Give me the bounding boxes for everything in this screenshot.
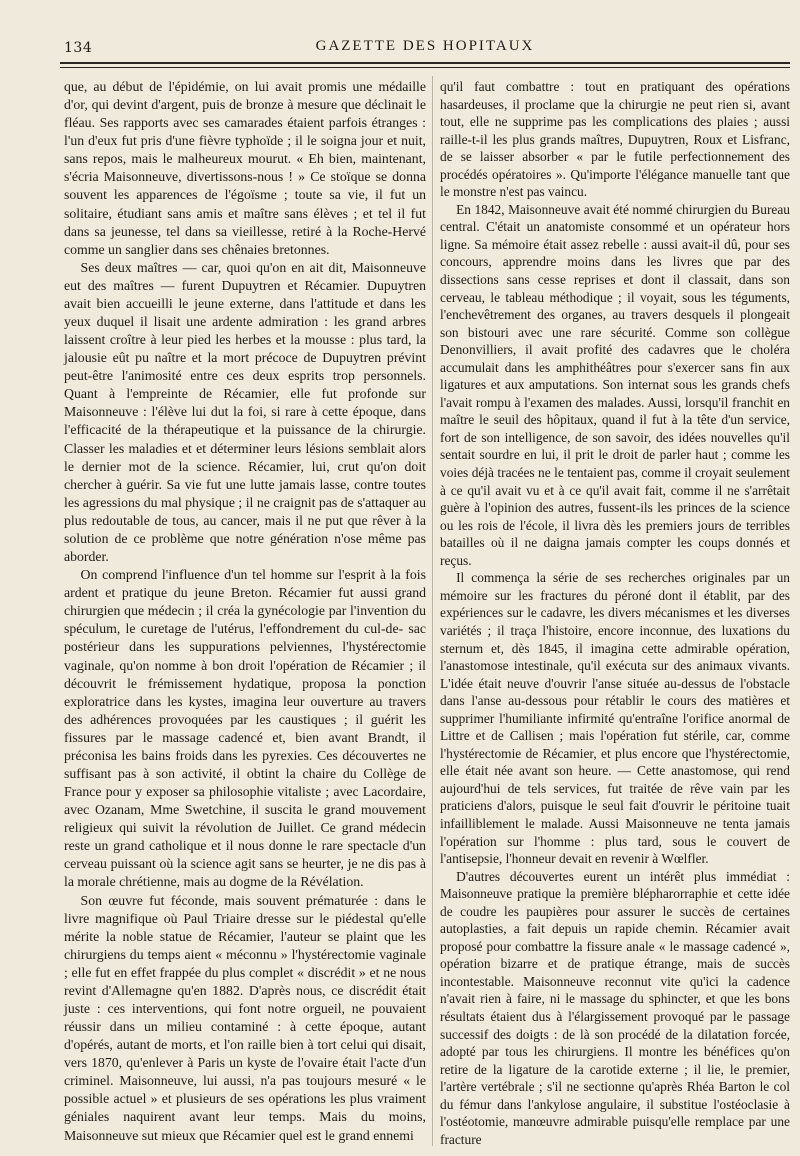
right-column <box>440 78 790 1148</box>
page-header <box>60 30 790 60</box>
paragraph: que, au début de l'épidémie, on lui avait promis une médaille d'or, qui devint d'argent, puis de bronze à mesure que déclinait le fléau. Ses rapports avec ses camarades étaient parfois étranges : l'un d'eux fut pris d'une fièvre typhoïde ; il le soigna jour et nuit, sans repos, mais le malheureux mourut. « Eh bien, maintenant, s'écria Maisonneuve, divertissons-nous ! » Ce stoïque se donna souvent les apparences de l'égoïsme ; toute sa vie, il fut un solitaire, étudiant sans amis et maître sans élèves ; et tel il fut dans sa jeunesse, tel dans sa vieillesse, retiré à la Roche-Hervé comme un sanglier dans ses chênaies bretonnes. <box>64 79 426 257</box>
header-rule-thick <box>60 62 790 64</box>
page-number: 134 <box>64 40 93 56</box>
column-divider <box>432 76 433 1146</box>
paragraph: Il commença la série de ses recherches originales par un mémoire sur les fractures du péroné dont il établit, par des expériences sur le cadavre, les divers mécanismes et les diverses variétés ; il traça l'histoire, encore inconnue, des luxations du sternum et, dès 1845, il imagina cette admirable opération, l'anastomose intestinale, qu'il exécuta sur des animaux vivants. L'idée était neuve d'ouvrir l'anse située au-dessus de l'obstacle dans l'anse au-dessous pour rétablir le cours des matières et supprimer l'humiliante infirmité qu'entraîne l'orifice anormal de Littre et de Callisen ; mais l'opération fut stérile, car, comme l'hystérectomie de Récamier, et plus encore que l'hystérectomie, elle était née avant son heure. — Cette anastomose, qui rend aujourd'hui de tels services, fut traitée de rêve vain par les praticiens d'alors, puisque le seul fait d'ouvrir le péritoine tuait infailliblement le malade. Aussi Maisonneuve ne tenta jamais l'opération sur l'homme : plus tard, sous le couvert de l'antisepsie, l'honneur devait en revenir à Wœlfler. <box>440 570 790 867</box>
paragraph: On comprend l'influence d'un tel homme sur l'esprit à la fois ardent et pratique du jeune Breton. Récamier fut aussi grand chirurgien que médecin ; il créa la gynécologie par l'invention du spéculum, le curetage de l'utérus, l'effondrement du cul-de- sac postérieur dans les suppurations pelviennes, l'hystérectomie vaginale, qu'on nomme à bon droit l'opération de Récamier ; il découvrit le frémissement hydatique, proposa la ponction exploratrice dans les kystes, imagina leur ouverture au travers des adhérences provoquées par les caustiques ; il guérit les fissures par le massage cadencé et, bien avant Brandt, il préconisa les bains froids dans les pyrexies. Ces découvertes ne suffisant pas à son activité, il obtint la chaire du Collège de France pour y exposer sa philosophie vitaliste ; avec Lacordaire, avec Ozanam, Mme Swetchine, il suscita le grand mouvement religieux qui suivit la révolution de Juillet. Ce grand médecin reste un grand catholique et il nous donne le rare spectacle d'un cerveau puissant où la science agit sans se heurter, je ne dis pas à la morale chrétienne, mais au dogme de la Révélation. <box>64 567 426 890</box>
paragraph: En 1842, Maisonneuve avait été nommé chirurgien du Bureau central. C'était un anatomiste consommé et un opérateur hors ligne. Sa mémoire était assez rebelle : aussi avait-il dû, pour ses concours, apprendre moins dans les livres que par des dissections sans cesse reprises et dont il classait, dans son cerveau, le tableau méthodique ; il voyait, sous les téguments, l'enchevêtrement des organes, au travers desquels il plongeait son bistouri avec une rare sécurité. Comme son collègue Denonvilliers, il avait profité des cadavres que le choléra accumulait dans les amphithéâtres pour s'exercer sans fin aux ligatures et aux amputations. Son internat sous les grands chefs l'avait rompu à l'examen des malades. Aussi, lorsqu'il franchit en maître le seuil des hôpitaux, quand il fut à la tête d'un service, fort de son intelligence, de son savoir, des idées nouvelles qu'il sentait sourdre en lui, il prit le droit de parler haut ; comme les voies déjà tracées ne le tentaient pas, comme il croyait seulement à ce qu'il avait vu et à ce qu'il avait fait, comme il ne s'arrêtait guère à l'opinion des autres, fussent-ils les princes de la science ou les rois de l'école, il livra dès les premiers jours de terribles batailles où il ne daigna jamais compter les coups donnés et reçus. <box>440 201 790 568</box>
paragraph: Son œuvre fut féconde, mais souvent prématurée : dans le livre magnifique où Paul Triaire dresse sur le piédestal qu'elle mérite la noble statue de Récamier, l'auteur se plaint que les chirurgiens du temps aient « méconnu » l'hystérectomie vaginale ; elle fut en effet frappée du plus complet « discrédit » et ne nous revint d'Allemagne qu'en 1882. D'après nous, ce discrédit était juste : ces interventions, qui font notre orgueil, ne pouvaient réussir dans un milieu contaminé : à cette époque, autant d'opérés, autant de morts, et l'on raille bien à tort celui qui disait, vers 1870, qu'enlever à Paris un kyste de l'ovaire était l'acte d'un criminel. Maisonneuve, lui aussi, n'a pas toujours mesuré « le possible actuel » et plusieurs de ses opérations les plus vraiment géniales naquirent avant leur temps. Mais du moins, Maisonneuve sut mieux que Récamier quel est le grand ennemi <box>64 892 426 1143</box>
paragraph: D'autres découvertes eurent un intérêt plus immédiat : Maisonneuve pratique la première blépharorraphie et cette idée de coudre les paupières pour assurer le succès de certaines autoplasties, a fait depuis un rapide chemin. Récamier avait proposé pour combattre la fissure anale « le massage cadencé », opération bizarre et de pratique étrange, mais de succès incontestable. Maisonneuve reconnut vite qu'ici la cadence n'avait rien à faire, ni le massage du sphincter, et que les bons résultats étaient dus à l'élargissement provoqué par le passage successif des doigts : de là son procédé de la dilatation forcée, adopté par tous les chirurgiens. Il montre les bénéfices qu'on retire de la ligature de la carotide externe ; il lie, le premier, l'artère vertébrale ; s'il ne sectionne qu'après Rhéa Barton le col du fémur dans l'ankylose angulaire, il substitue l'ostéoclasie à l'ostéotomie, manœuvre admirable puisqu'elle remplace par une fracture <box>440 868 790 1147</box>
journal-title: GAZETTE DES HOPITAUX <box>315 38 535 54</box>
paragraph: qu'il faut combattre : tout en pratiquant des opérations hasardeuses, il proclame que la chirurgie ne peut rien si, avant tout, elle ne supprime pas les complications des plaies ; aussi raille-t-il les plus grands maîtres, Dupuytren, Roux et Lisfranc, de se laisser absorber « par le futile perfectionnement des procédés opératoires ». Qu'importe l'élégance manuelle tant que le monstre n'est pas vaincu. <box>440 79 790 200</box>
left-column <box>64 78 426 1145</box>
paragraph: Ses deux maîtres — car, quoi qu'on en ait dit, Maisonneuve eut des maîtres — furent Dupuytren et Récamier. Dupuytren avait bien accueilli le jeune externe, dans l'attitude et dans les yeux duquel il lisait une ardente admiration : les grand arbres laissent croître à leur pied les herbes et la mousse : plus tard, la jalousie eût pu naître et la mort précoce de Dupuytren prévint peut-être l'animosité entre ces deux esprits trop personnels. Quant à l'empreinte de Récamier, elle fut profonde sur Maisonneuve : l'élève lui dut la foi, si rare à cette époque, dans l'efficacité de la thérapeutique et la puissance de la chirurgie. Classer les maladies et et déterminer leurs lésions semblait alors le dernier mot de la science. Récamier, lui, crut qu'on doit chercher à guérir. Sa vie fut une lutte jamais lasse, contre toutes les agressions du mal physique ; il ne craignit pas de s'attaquer au plus redoutable de tous, au cancer, mais il ne put que rêver à la solution de ce problème que notre génération n'ose même pas aborder. <box>64 259 426 565</box>
header-rule-thin <box>60 67 790 68</box>
